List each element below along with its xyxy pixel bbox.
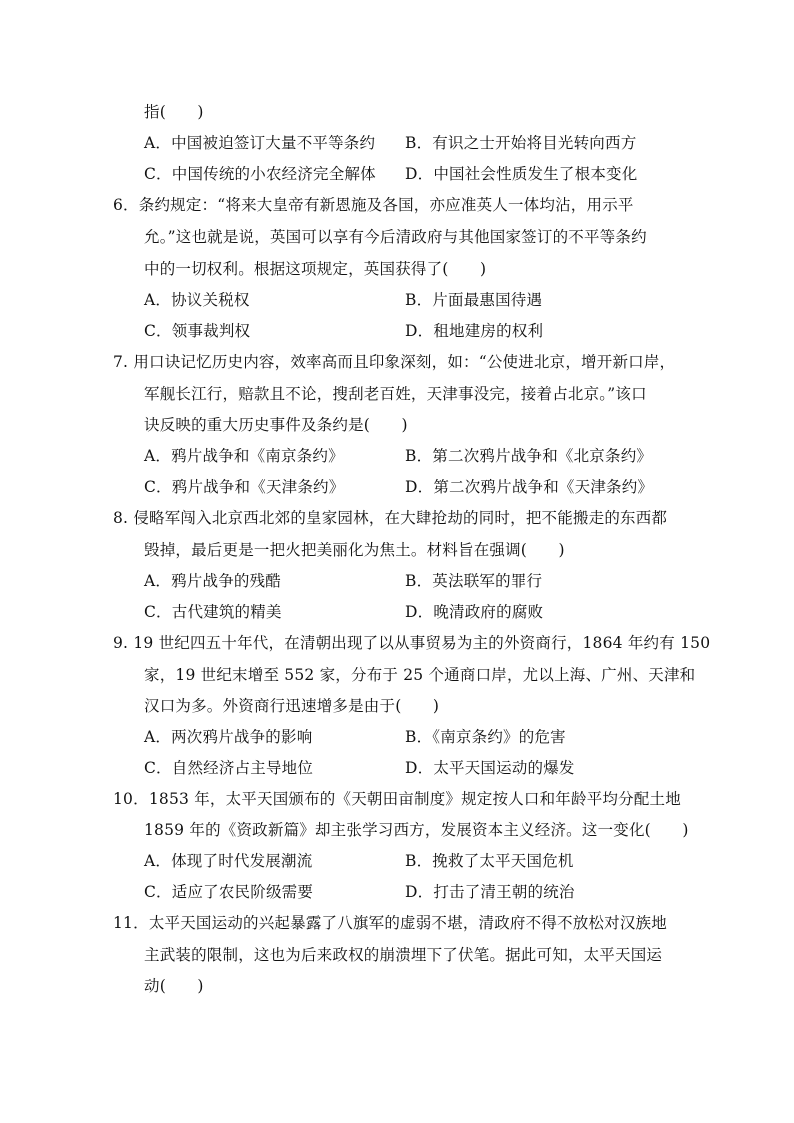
q6-stem-line3: 中的一切权利。根据这项规定，英国获得了( ): [144, 260, 487, 278]
q9-stem-line2: 家，19 世纪末增至 552 家，分布于 25 个通商口岸，尤以上海、广州、天津和: [144, 666, 696, 684]
q9-option-c: C．自然经济占主导地位: [144, 759, 314, 777]
q11-stem-line3: 动( ): [144, 977, 204, 995]
q10-option-a: A．体现了时代发展潮流: [144, 852, 313, 870]
q7-option-d: D．第二次鸦片战争和《天津条约》: [405, 478, 654, 496]
q6-stem-line2: 允。”这也就是说，英国可以享有今后清政府与其他国家签订的不平等条约: [144, 228, 647, 246]
q5-stem-end: 指( ): [144, 103, 204, 121]
q7-option-b: B．第二次鸦片战争和《北京条约》: [405, 447, 653, 465]
q11-stem-line1: 11．太平天国运动的兴起暴露了八旗军的虚弱不堪，清政府不得不放松对汉族地: [113, 914, 667, 932]
q7-stem-line1: 7. 用口诀记忆历史内容，效率高而且印象深刻，如：“公使进北京，增开新口岸，: [113, 353, 676, 371]
q9-stem-line3: 汉口为多。外资商行迅速增多是由于( ): [144, 697, 440, 715]
q5-option-d: D．中国社会性质发生了根本变化: [405, 165, 638, 183]
q7-option-c: C．鸦片战争和《天津条约》: [144, 478, 345, 496]
q8-option-a: A．鸦片战争的残酷: [144, 572, 281, 590]
q8-option-c: C．古代建筑的精美: [144, 603, 282, 621]
q7-stem-line3: 诀反映的重大历史事件及条约是( ): [144, 416, 408, 434]
q10-stem-line1: 10．1853 年，太平天国颁布的《天朝田亩制度》规定按人口和年龄平均分配土地: [113, 790, 681, 808]
q10-stem-line2: 1859 年的《资政新篇》却主张学习西方，发展资本主义经济。这一变化( ): [144, 821, 689, 839]
q9-option-b: B．《南京条约》的危害: [405, 728, 566, 746]
q9-option-a: A．两次鸦片战争的影响: [144, 728, 313, 746]
q6-option-b: B．片面最惠国待遇: [405, 291, 543, 309]
q9-stem-line1: 9. 19 世纪四五十年代，在清朝出现了以从事贸易为主的外资商行，1864 年约有 150: [113, 634, 711, 652]
q10-option-d: D．打击了清王朝的统治: [405, 883, 575, 901]
q10-option-c: C．适应了农民阶级需要: [144, 883, 314, 901]
q8-option-d: D．晚清政府的腐败: [405, 603, 544, 621]
q5-option-a: A．中国被迫签订大量不平等条约: [144, 134, 376, 152]
q9-option-d: D．太平天国运动的爆发: [405, 759, 575, 777]
q11-stem-line2: 主武装的限制，这也为后来政权的崩溃埋下了伏笔。据此可知，太平天国运: [144, 946, 663, 964]
q10-option-b: B．挽救了太平天国危机: [405, 852, 574, 870]
q8-option-b: B．英法联军的罪行: [405, 572, 543, 590]
q6-option-c: C．领事裁判权: [144, 322, 251, 340]
q5-option-c: C．中国传统的小农经济完全解体: [144, 165, 376, 183]
q8-stem-line2: 毁掉，最后更是一把火把美丽化为焦土。材料旨在强调( ): [144, 541, 565, 559]
q6-option-d: D．租地建房的权利: [405, 322, 544, 340]
q6-stem-line1: 6．条约规定：“将来大皇帝有新恩施及各国，亦应准英人一体均沾，用示平: [113, 196, 634, 214]
q5-option-b: B．有识之士开始将目光转向西方: [405, 134, 637, 152]
q6-option-a: A．协议关税权: [144, 291, 250, 309]
q7-stem-line2: 军舰长江行，赔款且不论，搜刮老百姓，天津事没完，接着占北京。”该口: [144, 385, 647, 403]
q7-option-a: A．鸦片战争和《南京条约》: [144, 447, 344, 465]
q8-stem-line1: 8. 侵略军闯入北京西北郊的皇家园林，在大肆抢劫的同时，把不能搬走的东西都: [113, 509, 668, 527]
